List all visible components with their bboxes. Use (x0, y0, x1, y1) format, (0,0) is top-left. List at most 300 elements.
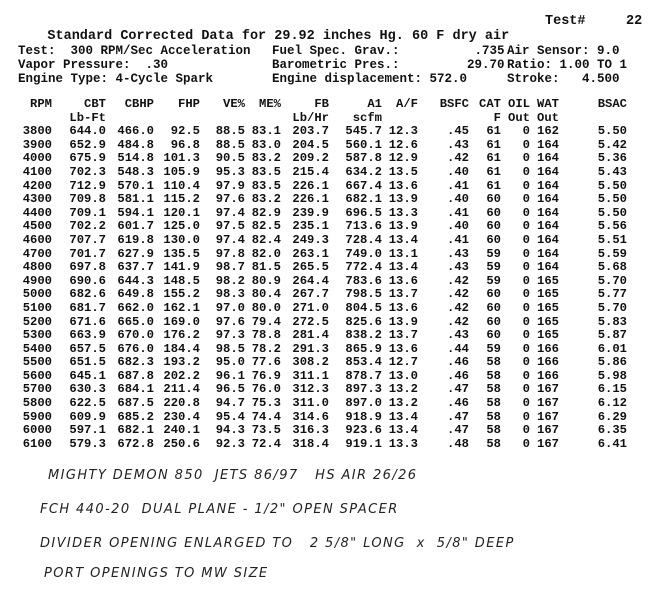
cell-rpm: 5100 (22, 300, 52, 315)
cell-wat: 165 (537, 273, 559, 288)
cell-cat: 58 (486, 396, 501, 411)
cell-af: 13.3 (388, 205, 418, 220)
handwritten-note-3: DIVIDER OPENING ENLARGED TO 2 5/8" LONG x 5/8" DEEP (40, 536, 515, 551)
cell-bsfc: .46 (447, 396, 469, 411)
cell-cat: F (493, 110, 501, 125)
cell-rpm: 3900 (22, 137, 52, 152)
cell-a1: 667.4 (345, 178, 382, 193)
cell-fhp: 250.6 (163, 436, 200, 451)
cell-cbt: 609.9 (69, 409, 106, 424)
cell-ve: 95.3 (215, 164, 245, 179)
cell-fb: 265.5 (292, 260, 329, 275)
cell-ve: VE% (223, 97, 245, 111)
meta-stroke: Stroke: 4.500 (507, 72, 620, 86)
table-header-row (18, 97, 648, 111)
cell-wat: 164 (537, 151, 559, 166)
cell-rpm: 5800 (22, 396, 52, 411)
cell-me: 80.4 (251, 287, 281, 302)
cell-cbt: 709.8 (69, 192, 106, 207)
cell-oil: 0 (522, 409, 530, 424)
cell-bsac: 5.77 (597, 287, 627, 302)
cell-rpm: 6000 (22, 423, 52, 438)
cell-fb: 291.3 (292, 341, 329, 356)
cell-ve: 90.5 (215, 151, 245, 166)
cell-fb: 312.3 (292, 382, 329, 397)
cell-bsac: 6.01 (597, 341, 627, 356)
cell-bsac: 5.50 (597, 178, 627, 193)
cell-cbt: 702.3 (69, 164, 106, 179)
cell-a1: 696.5 (345, 205, 382, 220)
cell-cbt: 712.9 (69, 178, 106, 193)
table-row (18, 138, 648, 152)
cell-bsfc: .43 (447, 246, 469, 261)
cell-cbhp: 570.1 (117, 178, 154, 193)
cell-fhp: 148.5 (163, 273, 200, 288)
cell-wat: 164 (537, 219, 559, 234)
cell-oil: OIL (508, 97, 530, 111)
cell-cat: 59 (486, 341, 501, 356)
cell-me: 80.9 (251, 273, 281, 288)
table-row (18, 369, 648, 383)
cell-bsac: 6.35 (597, 423, 627, 438)
cell-fhp: 162.1 (163, 300, 200, 315)
cell-bsac: 6.41 (597, 436, 627, 451)
cell-rpm: 4600 (22, 232, 52, 247)
cell-bsfc: .48 (447, 436, 469, 451)
cell-ve: 98.5 (215, 341, 245, 356)
cell-fhp: 105.9 (163, 164, 200, 179)
cell-oil: 0 (522, 273, 530, 288)
cell-wat: 165 (537, 328, 559, 343)
cell-a1: 772.4 (345, 260, 382, 275)
cell-oil: 0 (522, 287, 530, 302)
cell-rpm: 4200 (22, 178, 52, 193)
table-row (18, 315, 648, 329)
cell-rpm: 4800 (22, 260, 52, 275)
cell-cbhp: 484.8 (117, 137, 154, 152)
cell-cbhp: 637.7 (117, 260, 154, 275)
cell-bsac: 5.70 (597, 273, 627, 288)
cell-bsfc: BSFC (439, 97, 469, 111)
cell-ve: 97.6 (215, 192, 245, 207)
cell-wat: 164 (537, 205, 559, 220)
cell-fhp: 141.9 (163, 260, 200, 275)
cell-fb: 204.5 (292, 137, 329, 152)
cell-ve: 96.1 (215, 368, 245, 383)
cell-cbhp: 601.7 (117, 219, 154, 234)
cell-bsfc: .42 (447, 300, 469, 315)
cell-a1: 923.6 (345, 423, 382, 438)
cell-bsfc: .41 (447, 232, 469, 247)
cell-me: 79.4 (251, 314, 281, 329)
cell-fb: 311.0 (292, 396, 329, 411)
table-row (18, 382, 648, 396)
table-row (18, 274, 648, 288)
cell-wat: 167 (537, 436, 559, 451)
cell-cbt: 645.1 (69, 368, 106, 383)
cell-a1: scfm (352, 110, 382, 125)
cell-bsac: 6.12 (597, 396, 627, 411)
cell-ve: 92.3 (215, 436, 245, 451)
cell-bsac: 5.51 (597, 232, 627, 247)
cell-cat: 58 (486, 355, 501, 370)
cell-bsac: 5.42 (597, 137, 627, 152)
cell-fhp: 115.2 (163, 192, 200, 207)
cell-fb: 235.1 (292, 219, 329, 234)
cell-a1: 749.0 (345, 246, 382, 261)
cell-a1: 587.8 (345, 151, 382, 166)
cell-cbt: 663.9 (69, 328, 106, 343)
cell-af: 13.7 (388, 328, 418, 343)
cell-cat: 58 (486, 368, 501, 383)
cell-af: 13.5 (388, 164, 418, 179)
cell-a1: 853.4 (345, 355, 382, 370)
cell-bsfc: .47 (447, 409, 469, 424)
table-row (18, 247, 648, 261)
cell-bsfc: .46 (447, 355, 469, 370)
cell-me: 83.5 (251, 178, 281, 193)
table-row (18, 328, 648, 342)
cell-oil: 0 (522, 260, 530, 275)
cell-rpm: 5500 (22, 355, 52, 370)
cell-bsfc: .43 (447, 137, 469, 152)
cell-wat: 165 (537, 300, 559, 315)
cell-fhp: 120.1 (163, 205, 200, 220)
cell-rpm: 4000 (22, 151, 52, 166)
cell-a1: A1 (367, 97, 382, 111)
cell-wat: 165 (537, 287, 559, 302)
cell-a1: 783.6 (345, 273, 382, 288)
cell-oil: 0 (522, 396, 530, 411)
cell-fb: 209.2 (292, 151, 329, 166)
cell-fb: 272.5 (292, 314, 329, 329)
cell-cbt: 651.5 (69, 355, 106, 370)
cell-wat: Out (537, 110, 559, 125)
cell-fb: 264.4 (292, 273, 329, 288)
cell-bsac: 5.68 (597, 260, 627, 275)
cell-af: 13.4 (388, 423, 418, 438)
cell-fhp: 202.2 (163, 368, 200, 383)
cell-me: 82.0 (251, 246, 281, 261)
cell-af: 13.3 (388, 436, 418, 451)
cell-fhp: 110.4 (163, 178, 200, 193)
cell-bsac: 5.98 (597, 368, 627, 383)
cell-cbhp: 581.1 (117, 192, 154, 207)
cell-a1: 560.1 (345, 137, 382, 152)
cell-fb: 281.4 (292, 328, 329, 343)
cell-af: 13.6 (388, 300, 418, 315)
cell-cat: 61 (486, 151, 501, 166)
cell-cat: 60 (486, 287, 501, 302)
table-row (18, 287, 648, 301)
cell-a1: 713.6 (345, 219, 382, 234)
table-row (18, 179, 648, 193)
cell-bsfc: .43 (447, 328, 469, 343)
cell-me: 83.0 (251, 137, 281, 152)
cell-ve: 97.9 (215, 178, 245, 193)
table-row (18, 206, 648, 220)
cell-fb: 249.3 (292, 232, 329, 247)
cell-cbt: 681.7 (69, 300, 106, 315)
cell-oil: 0 (522, 124, 530, 139)
cell-af: 13.2 (388, 382, 418, 397)
cell-fb: 239.9 (292, 205, 329, 220)
meta-engine-type: Engine Type: 4-Cycle Spark (18, 72, 214, 86)
cell-cat: 60 (486, 205, 501, 220)
cell-me: 81.5 (251, 260, 281, 275)
cell-af: 13.4 (388, 232, 418, 247)
cell-wat: 166 (537, 355, 559, 370)
cell-af: 12.6 (388, 137, 418, 152)
cell-cat: CAT (479, 97, 501, 111)
cell-fhp: 230.4 (163, 409, 200, 424)
cell-cbhp: CBHP (124, 97, 154, 111)
cell-cbhp: 685.2 (117, 409, 154, 424)
cell-cat: 61 (486, 137, 501, 152)
cell-wat: 166 (537, 341, 559, 356)
cell-a1: 825.6 (345, 314, 382, 329)
cell-cat: 58 (486, 423, 501, 438)
cell-ve: 97.5 (215, 219, 245, 234)
cell-bsac: 5.50 (597, 192, 627, 207)
cell-cbhp: 619.8 (117, 232, 154, 247)
cell-rpm: 5300 (22, 328, 52, 343)
cell-rpm: 5700 (22, 382, 52, 397)
cell-me: 74.4 (251, 409, 281, 424)
cell-cbhp: 682.3 (117, 355, 154, 370)
cell-cbhp: 670.0 (117, 328, 154, 343)
cell-ve: 95.4 (215, 409, 245, 424)
cell-wat: 164 (537, 164, 559, 179)
cell-cbt: 707.7 (69, 232, 106, 247)
cell-bsfc: .41 (447, 205, 469, 220)
cell-cat: 58 (486, 409, 501, 424)
cell-me: 76.9 (251, 368, 281, 383)
handwritten-note-1: MIGHTY DEMON 850 JETS 86/97 HS AIR 26/26 (48, 468, 418, 483)
cell-bsac: 5.56 (597, 219, 627, 234)
cell-fb: 316.3 (292, 423, 329, 438)
cell-fb: 308.2 (292, 355, 329, 370)
cell-me: 72.4 (251, 436, 281, 451)
cell-af: 13.9 (388, 314, 418, 329)
cell-wat: 167 (537, 409, 559, 424)
cell-wat: 164 (537, 260, 559, 275)
cell-bsfc: .42 (447, 151, 469, 166)
cell-cat: 61 (486, 124, 501, 139)
cell-cbt: 682.6 (69, 287, 106, 302)
cell-rpm: 5200 (22, 314, 52, 329)
table-row (18, 165, 648, 179)
cell-fhp: 101.3 (163, 151, 200, 166)
cell-cbhp: 548.3 (117, 164, 154, 179)
table-row (18, 124, 648, 138)
cell-oil: 0 (522, 232, 530, 247)
cell-cbhp: 676.0 (117, 341, 154, 356)
cell-af: 13.6 (388, 273, 418, 288)
cell-fhp: 125.0 (163, 219, 200, 234)
cell-af: A/F (396, 97, 418, 111)
cell-cbt: 675.9 (69, 151, 106, 166)
cell-oil: 0 (522, 192, 530, 207)
cell-rpm: 4400 (22, 205, 52, 220)
cell-cbt: Lb-Ft (69, 110, 106, 125)
cell-cbhp: 594.1 (117, 205, 154, 220)
cell-me: 80.0 (251, 300, 281, 315)
cell-cbt: 690.6 (69, 273, 106, 288)
cell-wat: 167 (537, 382, 559, 397)
cell-cbhp: 466.0 (117, 124, 154, 139)
cell-fb: 311.1 (292, 368, 329, 383)
table-row (18, 396, 648, 410)
cell-cbt: 644.0 (69, 124, 106, 139)
cell-bsac: 5.70 (597, 300, 627, 315)
cell-cbhp: 627.9 (117, 246, 154, 261)
cell-oil: 0 (522, 368, 530, 383)
cell-cbt: CBT (84, 97, 106, 111)
cell-cat: 60 (486, 192, 501, 207)
cell-bsac: 5.87 (597, 328, 627, 343)
cell-ve: 98.7 (215, 260, 245, 275)
cell-a1: 728.4 (345, 232, 382, 247)
table-row (18, 342, 648, 356)
cell-fhp: 155.2 (163, 287, 200, 302)
cell-cat: 58 (486, 382, 501, 397)
cell-ve: 94.7 (215, 396, 245, 411)
cell-cbhp: 682.1 (117, 423, 154, 438)
cell-rpm: 4700 (22, 246, 52, 261)
test-number-group (545, 14, 642, 29)
cell-me: 83.1 (251, 124, 281, 139)
cell-a1: 878.7 (345, 368, 382, 383)
cell-fhp: 169.0 (163, 314, 200, 329)
cell-cbt: 657.5 (69, 341, 106, 356)
cell-oil: 0 (522, 314, 530, 329)
cell-wat: 166 (537, 368, 559, 383)
cell-oil: 0 (522, 423, 530, 438)
cell-cat: 59 (486, 273, 501, 288)
table-row (18, 355, 648, 369)
cell-cat: 61 (486, 164, 501, 179)
cell-a1: 897.0 (345, 396, 382, 411)
cell-me: 83.2 (251, 192, 281, 207)
title-text: Standard Corrected Data for 29.92 inches Hg. 60 F dry air (47, 29, 510, 44)
cell-a1: 838.2 (345, 328, 382, 343)
cell-fb: 226.1 (292, 192, 329, 207)
cell-oil: 0 (522, 341, 530, 356)
table-row (18, 260, 648, 274)
cell-wat: 167 (537, 396, 559, 411)
cell-bsfc: .40 (447, 192, 469, 207)
cell-af: 13.2 (388, 396, 418, 411)
cell-me: 83.5 (251, 164, 281, 179)
cell-bsac: BSAC (597, 97, 627, 111)
cell-af: 12.7 (388, 355, 418, 370)
cell-fhp: 240.1 (163, 423, 200, 438)
cell-bsac: 5.50 (597, 205, 627, 220)
cell-oil: 0 (522, 382, 530, 397)
cell-rpm: 3800 (22, 124, 52, 139)
cell-af: 13.1 (388, 246, 418, 261)
cell-me: 82.4 (251, 232, 281, 247)
cell-rpm: 5600 (22, 368, 52, 383)
meta-fuel: Fuel Spec. Grav.: .735 (272, 44, 505, 58)
cell-fb: 263.1 (292, 246, 329, 261)
cell-bsac: 5.83 (597, 314, 627, 329)
cell-me: 82.9 (251, 205, 281, 220)
cell-wat: 164 (537, 232, 559, 247)
cell-bsfc: .47 (447, 382, 469, 397)
cell-rpm: RPM (30, 97, 52, 111)
cell-oil: 0 (522, 151, 530, 166)
cell-fb: FB (314, 97, 329, 111)
cell-wat: 164 (537, 137, 559, 152)
cell-bsfc: .46 (447, 368, 469, 383)
cell-fhp: 184.4 (163, 341, 200, 356)
cell-me: 78.2 (251, 341, 281, 356)
cell-ve: 98.3 (215, 287, 245, 302)
cell-af: 13.9 (388, 219, 418, 234)
cell-cbhp: 514.8 (117, 151, 154, 166)
cell-fb: 203.7 (292, 124, 329, 139)
cell-me: 75.3 (251, 396, 281, 411)
cell-wat: 164 (537, 192, 559, 207)
table-row (18, 151, 648, 165)
test-number: 22 (626, 14, 643, 29)
cell-rpm: 4900 (22, 273, 52, 288)
cell-fhp: 92.5 (170, 124, 200, 139)
cell-rpm: 4100 (22, 164, 52, 179)
cell-rpm: 4300 (22, 192, 52, 207)
table-header-units-row (18, 111, 648, 125)
cell-oil: 0 (522, 178, 530, 193)
cell-cat: 59 (486, 246, 501, 261)
cell-cat: 61 (486, 178, 501, 193)
cell-a1: 919.1 (345, 436, 382, 451)
cell-rpm: 4500 (22, 219, 52, 234)
cell-a1: 804.5 (345, 300, 382, 315)
cell-oil: 0 (522, 164, 530, 179)
cell-oil: 0 (522, 328, 530, 343)
cell-bsfc: .42 (447, 314, 469, 329)
cell-rpm: 5000 (22, 287, 52, 302)
cell-cbt: 697.8 (69, 260, 106, 275)
cell-fhp: 211.4 (163, 382, 200, 397)
cell-fb: 314.6 (292, 409, 329, 424)
cell-af: 13.9 (388, 192, 418, 207)
cell-a1: 918.9 (345, 409, 382, 424)
cell-ve: 97.6 (215, 314, 245, 329)
cell-ve: 88.5 (215, 137, 245, 152)
cell-cbhp: 662.0 (117, 300, 154, 315)
cell-ve: 97.4 (215, 205, 245, 220)
cell-rpm: 5900 (22, 409, 52, 424)
cell-cbt: 652.9 (69, 137, 106, 152)
cell-oil: 0 (522, 205, 530, 220)
cell-fhp: 220.8 (163, 396, 200, 411)
cell-fb: 226.1 (292, 178, 329, 193)
cell-bsfc: .43 (447, 260, 469, 275)
cell-cbt: 597.1 (69, 423, 106, 438)
cell-cbhp: 665.0 (117, 314, 154, 329)
table-row (18, 423, 648, 437)
cell-bsac: 5.86 (597, 355, 627, 370)
table-row (18, 410, 648, 424)
cell-cbt: 701.7 (69, 246, 106, 261)
cell-me: 73.5 (251, 423, 281, 438)
cell-ve: 98.2 (215, 273, 245, 288)
cell-wat: WAT (537, 97, 559, 111)
cell-cat: 60 (486, 232, 501, 247)
